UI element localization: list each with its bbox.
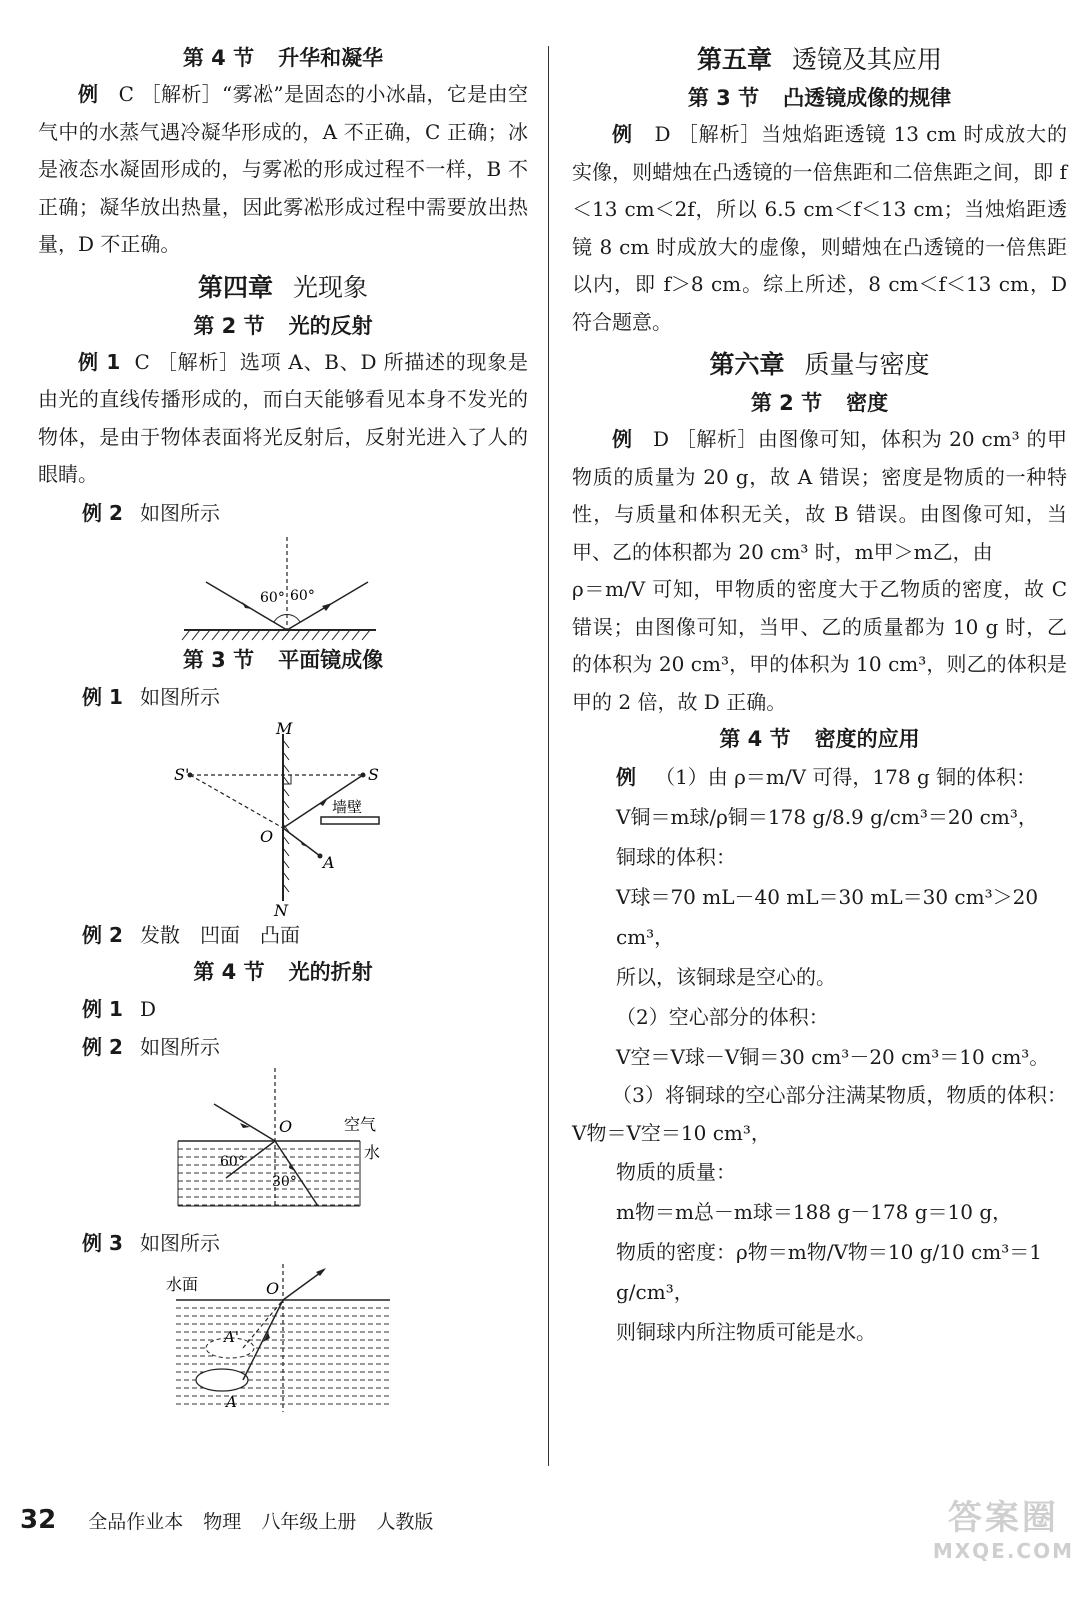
grade: 八年级上册 xyxy=(261,1511,357,1533)
fish-refraction-diagram xyxy=(38,1262,528,1412)
example-line: 例 2 发散 凹面 凸面 xyxy=(82,922,300,947)
edition: 人教版 xyxy=(376,1511,434,1533)
label-O: O xyxy=(279,1116,293,1136)
calc-line: V球＝70 mL－40 mL＝30 mL＝30 cm³＞20 cm³， xyxy=(616,885,1039,949)
calc-line: V空＝V球－V铜＝30 cm³－20 cm³＝10 cm³。 xyxy=(616,1045,1050,1069)
chapter-title: 第四章 光现象 xyxy=(197,272,369,302)
section-title: 第 3 节 平面镜成像 xyxy=(182,647,384,672)
angle-label: 60° xyxy=(290,587,315,604)
wall-label: 墙壁 xyxy=(332,797,363,816)
example-paragraph-cont: ρ＝m/V 可知，甲物质的密度大于乙物质的密度，故 C 错误；由图像可知，当甲、乙的质量都为 10 g 时，乙的体积为 20 cm³，甲的体积为 10 cm³，则乙的体积是甲的 2 倍，故 D 正确。 xyxy=(572,577,1067,714)
label-A-prime: A' xyxy=(224,1327,239,1346)
chapter-title: 第六章 质量与密度 xyxy=(709,350,930,379)
calc-line: 物质的密度：ρ物＝m物/V物＝10 g/10 cm³＝1 g/cm³， xyxy=(616,1240,1042,1304)
example-line: 例 2 如图所示 xyxy=(82,1034,220,1059)
label-S: S xyxy=(368,764,379,784)
column-divider xyxy=(548,46,549,1466)
angle-label: 60° xyxy=(220,1153,245,1170)
calc-line: V铜＝m球/ρ铜＝178 g/8.9 g/cm³＝20 cm³， xyxy=(616,805,1038,829)
example-line: 例 1 如图所示 xyxy=(82,684,220,709)
example-paragraph: 例 1 C ［解析］选项 A、B、D 所描述的现象是由光的直线传播形成的，而白天能够看见本身不发光的物体，是由于物体表面将光反射后，反射光进入了人的眼睛。 xyxy=(38,349,528,486)
calc-line: m物＝m总－m球＝188 g－178 g＝10 g， xyxy=(616,1200,1013,1224)
section-title: 第 2 节 光的反射 xyxy=(193,313,373,338)
angle-label: 30° xyxy=(272,1173,297,1190)
page-number: 32 xyxy=(20,1505,57,1535)
section-title: 第 4 节 光的折射 xyxy=(193,959,373,984)
refraction-diagram xyxy=(38,1066,528,1214)
calc-line: 物质的质量： xyxy=(616,1160,736,1184)
book-title: 全品作业本 xyxy=(88,1511,184,1533)
example-line: 例 1 D xyxy=(82,996,157,1021)
water-surface-label: 水面 xyxy=(166,1274,199,1294)
label-S-prime: S' xyxy=(174,764,190,784)
section-title: 第 4 节 密度的应用 xyxy=(719,727,920,751)
calc-line: （2）空心部分的体积： xyxy=(616,1005,829,1029)
watermark-logo: 答案圈 MXQE.COM xyxy=(932,1498,1074,1563)
label-N: N xyxy=(274,900,288,916)
section-title: 第 4 节 升华和凝华 xyxy=(182,46,384,70)
calc-line: 所以，该铜球是空心的。 xyxy=(616,965,836,989)
label-M: M xyxy=(276,718,293,738)
plane-mirror-diagram xyxy=(38,716,528,916)
label-O: O xyxy=(266,1278,280,1298)
section-title: 第 2 节 密度 xyxy=(750,391,889,415)
example-paragraph: 例 C ［解析］“雾凇”是固态的小冰晶，它是由空气中的水蒸气遇冷凝华形成的，A 不正确，C 正确；冰是液态水凝固形成的，与雾凇的形成过程不一样，B 不正确；凝华放出热量，因此雾凇形成过程中需要放出热量，D 不正确。 xyxy=(38,82,529,256)
example-line: 例 3 如图所示 xyxy=(82,1230,220,1255)
angle-label: 60° xyxy=(260,589,285,606)
reflection-diagram xyxy=(38,532,528,642)
page-footer xyxy=(20,1505,447,1535)
right-column xyxy=(572,40,1067,1352)
subject: 物理 xyxy=(203,1511,242,1533)
chapter-title: 第五章 透镜及其应用 xyxy=(696,45,943,74)
calc-paragraph: （3）将铜球的空心部分注满某物质，物质的体积：V物＝V空＝10 cm³， xyxy=(572,1083,1067,1145)
label-A: A xyxy=(323,852,335,872)
calc-line: 例 （1）由 ρ＝m/V 可得，178 g 铜的体积： xyxy=(616,765,1037,789)
example-paragraph: 例 D ［解析］由图像可知，体积为 20 cm³ 的甲物质的质量为 20 g，故 A 错误；密度是物质的一种特性，与质量和体积无关，故 B 错误。由图像可知，当甲、乙的体积都为 20 cm³ 时，m甲＞m乙，由 xyxy=(572,427,1067,564)
example-line: 例 2 如图所示 xyxy=(82,500,220,525)
left-column xyxy=(38,40,528,1412)
label-O: O xyxy=(260,826,274,846)
calc-line: 铜球的体积： xyxy=(616,845,736,869)
label-A: A xyxy=(226,1392,237,1411)
section-title: 第 3 节 凸透镜成像的规律 xyxy=(687,86,952,110)
water-label: 水 xyxy=(364,1142,381,1162)
calc-line: 则铜球内所注物质可能是水。 xyxy=(616,1320,876,1344)
air-label: 空气 xyxy=(344,1114,377,1134)
example-paragraph: 例 D ［解析］当烛焰距透镜 13 cm 时成放大的实像，则蜡烛在凸透镜的一倍焦距和二倍焦距之间，即 f＜13 cm＜2f，所以 6.5 cm＜f＜13 cm；当烛焰距透镜 8 cm 时成放大的虚像，则蜡烛在凸透镜的一倍焦距以内，即 f＞8 cm。综上所述，8 cm＜f＜13 cm，D 符合题意。 xyxy=(572,122,1067,334)
